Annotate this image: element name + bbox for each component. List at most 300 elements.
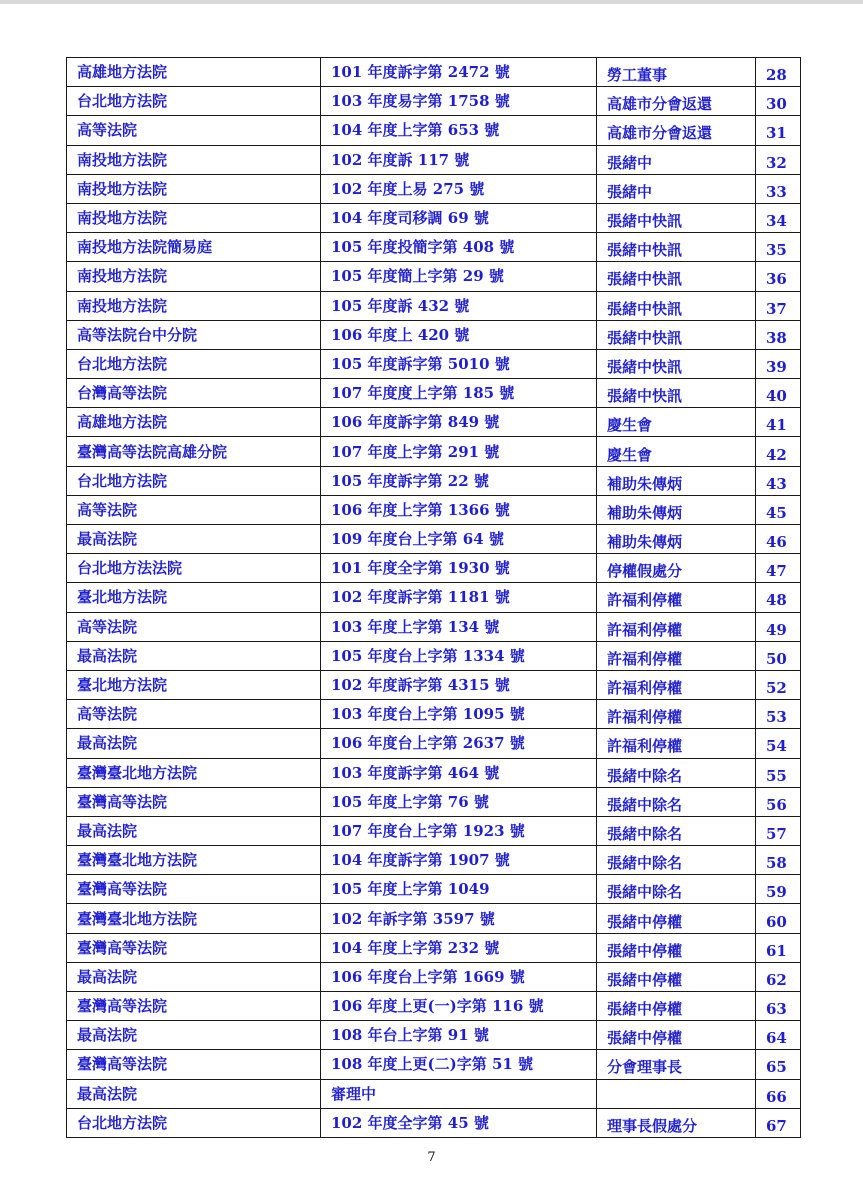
court-name-cell — [67, 87, 321, 116]
case-number-cell — [321, 466, 597, 495]
page-ref-cell — [756, 962, 801, 991]
subject-cell — [597, 1108, 756, 1137]
court-name-cell — [67, 583, 321, 612]
page-ref-cell-text: 47 — [766, 562, 787, 581]
case-number-cell-text: 103 年度上字第 134 號 — [331, 617, 500, 636]
table-row — [67, 145, 801, 174]
table-row — [67, 787, 801, 816]
subject-cell — [597, 787, 756, 816]
page-ref-cell — [756, 349, 801, 378]
subject-cell-text: 補助朱傳炳 — [607, 474, 683, 493]
case-number-cell — [321, 904, 597, 933]
page-ref-cell — [756, 291, 801, 320]
table-row — [67, 116, 801, 145]
court-name-cell-text: 台北地方法院 — [77, 1113, 168, 1132]
court-name-cell-text: 臺灣高等法院 — [77, 880, 168, 899]
case-number-cell — [321, 525, 597, 554]
subject-cell — [597, 320, 756, 349]
page-ref-cell-text: 67 — [766, 1116, 787, 1135]
subject-cell-text: 張緒中停權 — [607, 912, 683, 931]
case-number-cell — [321, 174, 597, 203]
court-name-cell — [67, 1079, 321, 1108]
case-number-cell-text: 102 年度訴字第 1181 號 — [331, 588, 510, 607]
court-name-cell — [67, 437, 321, 466]
court-name-cell — [67, 729, 321, 758]
court-name-cell — [67, 408, 321, 437]
case-number-cell-text: 109 年度台上字第 64 號 — [331, 530, 504, 549]
page-ref-cell — [756, 203, 801, 232]
court-name-cell — [67, 349, 321, 378]
court-name-cell — [67, 116, 321, 145]
court-name-cell-text: 南投地方法院簡易庭 — [77, 238, 213, 257]
case-number-cell — [321, 203, 597, 232]
court-name-cell-text: 最高法院 — [77, 821, 138, 840]
court-name-cell — [67, 379, 321, 408]
court-name-cell — [67, 670, 321, 699]
case-number-cell-text: 106 年度訴字第 849 號 — [331, 413, 500, 432]
case-number-cell — [321, 58, 597, 87]
case-number-cell-text: 106 年度上更(一)字第 116 號 — [331, 997, 544, 1016]
subject-cell-text: 理事長假處分 — [607, 1116, 698, 1135]
court-name-cell — [67, 816, 321, 845]
page-ref-cell — [756, 641, 801, 670]
subject-cell-text: 張緒中停權 — [607, 941, 683, 960]
page-ref-cell — [756, 670, 801, 699]
case-number-cell — [321, 437, 597, 466]
subject-cell-text: 許福利停權 — [607, 620, 683, 639]
table-row — [67, 962, 801, 991]
table-row — [67, 670, 801, 699]
table-row — [67, 525, 801, 554]
page-ref-cell-text: 28 — [766, 66, 787, 85]
page-ref-cell-text: 50 — [766, 649, 787, 668]
table-row — [67, 203, 801, 232]
court-name-cell-text: 臺灣臺北地方法院 — [77, 763, 198, 782]
subject-cell-text: 分會理事長 — [607, 1058, 683, 1077]
court-name-cell-text: 南投地方法院 — [77, 209, 168, 228]
page-ref-cell — [756, 554, 801, 583]
subject-cell-text: 張緒中快訊 — [607, 357, 683, 376]
subject-cell-text: 張緒中停權 — [607, 1000, 683, 1019]
table-row — [67, 58, 801, 87]
subject-cell — [597, 262, 756, 291]
subject-cell-text: 勞工董事 — [607, 66, 668, 85]
subject-cell-text: 高雄市分會返還 — [607, 95, 713, 114]
case-number-cell-text: 審理中 — [331, 1084, 377, 1103]
subject-cell-text: 張緒中除名 — [607, 824, 683, 843]
page-ref-cell-text: 59 — [766, 883, 787, 902]
case-number-cell — [321, 816, 597, 845]
table-row — [67, 846, 801, 875]
case-number-cell-text: 105 年度上字第 76 號 — [331, 792, 489, 811]
table-row — [67, 758, 801, 787]
case-number-cell — [321, 262, 597, 291]
court-name-cell-text: 臺灣高等法院 — [77, 792, 168, 811]
page-ref-cell-text: 55 — [766, 766, 787, 785]
table-row — [67, 349, 801, 378]
case-number-cell — [321, 408, 597, 437]
subject-cell-text: 許福利停權 — [607, 737, 683, 756]
page-ref-cell-text: 64 — [766, 1029, 787, 1048]
table-row — [67, 495, 801, 524]
court-name-cell-text: 高等法院 — [77, 500, 138, 519]
case-number-cell-text: 105 年度訴 432 號 — [331, 296, 470, 315]
court-name-cell — [67, 787, 321, 816]
page-ref-cell — [756, 816, 801, 845]
page-ref-cell — [756, 320, 801, 349]
page-ref-cell-text: 56 — [766, 795, 787, 814]
court-name-cell-text: 南投地方法院 — [77, 296, 168, 315]
page-ref-cell — [756, 87, 801, 116]
subject-cell-text: 補助朱傳炳 — [607, 533, 683, 552]
subject-cell — [597, 349, 756, 378]
subject-cell — [597, 437, 756, 466]
case-number-cell-text: 107 年度度上字第 185 號 — [331, 384, 515, 403]
page-ref-cell-text: 52 — [766, 679, 787, 698]
page-ref-cell-text: 37 — [766, 299, 787, 318]
case-number-cell — [321, 379, 597, 408]
case-number-cell-text: 108 年度上更(二)字第 51 號 — [331, 1055, 534, 1074]
page-ref-cell-text: 30 — [766, 95, 787, 114]
subject-cell-text: 張緒中 — [607, 182, 653, 201]
table-row — [67, 554, 801, 583]
subject-cell-text: 張緒中除名 — [607, 854, 683, 873]
table-row — [67, 729, 801, 758]
table-row — [67, 583, 801, 612]
page-ref-cell — [756, 992, 801, 1021]
page-ref-cell-text: 38 — [766, 328, 787, 347]
case-number-cell-text: 105 年度訴字第 5010 號 — [331, 354, 510, 373]
page-number: 7 — [427, 1150, 436, 1165]
page-ref-cell — [756, 583, 801, 612]
page-ref-cell — [756, 1079, 801, 1108]
case-number-cell-text: 105 年度簡上字第 29 號 — [331, 267, 504, 286]
table-row — [67, 87, 801, 116]
page-ref-cell — [756, 1021, 801, 1050]
case-number-cell-text: 106 年度上 420 號 — [331, 325, 470, 344]
page-ref-cell — [756, 466, 801, 495]
case-number-cell — [321, 583, 597, 612]
court-name-cell — [67, 554, 321, 583]
page-ref-cell — [756, 933, 801, 962]
table-row — [67, 379, 801, 408]
case-number-cell — [321, 933, 597, 962]
table-row — [67, 466, 801, 495]
page-ref-cell-text: 48 — [766, 591, 787, 610]
subject-cell-text: 張緒中快訊 — [607, 387, 683, 406]
court-name-cell — [67, 262, 321, 291]
page-ref-cell-text: 61 — [766, 941, 787, 960]
court-name-cell-text: 最高法院 — [77, 967, 138, 986]
table-row — [67, 262, 801, 291]
page-ref-cell — [756, 1050, 801, 1079]
subject-cell — [597, 291, 756, 320]
table-row — [67, 992, 801, 1021]
table-row — [67, 291, 801, 320]
subject-cell — [597, 670, 756, 699]
page-ref-cell-text: 58 — [766, 854, 787, 873]
page-ref-cell-text: 66 — [766, 1087, 787, 1106]
page-ref-cell-text: 32 — [766, 153, 787, 172]
court-name-cell-text: 台北地方法院 — [77, 92, 168, 111]
court-name-cell — [67, 758, 321, 787]
table-row — [67, 320, 801, 349]
page-ref-cell-text: 34 — [766, 212, 787, 231]
court-name-cell-text: 臺灣臺北地方法院 — [77, 909, 198, 928]
case-number-cell — [321, 992, 597, 1021]
subject-cell-text: 張緒中 — [607, 153, 653, 172]
subject-cell — [597, 933, 756, 962]
viewer-top-edge — [0, 0, 863, 4]
case-number-cell-text: 106 年度台上字第 1669 號 — [331, 967, 525, 986]
case-number-cell-text: 102 年度上易 275 號 — [331, 179, 485, 198]
page-ref-cell — [756, 758, 801, 787]
court-name-cell-text: 最高法院 — [77, 1026, 138, 1045]
subject-cell-text: 張緒中停權 — [607, 1029, 683, 1048]
court-name-cell-text: 高等法院 — [77, 705, 138, 724]
subject-cell — [597, 87, 756, 116]
case-number-cell-text: 104 年度上字第 653 號 — [331, 121, 500, 140]
page-ref-cell-text: 35 — [766, 241, 787, 260]
subject-cell — [597, 379, 756, 408]
court-name-cell-text: 台北地方法法院 — [77, 559, 183, 578]
court-name-cell-text: 南投地方法院 — [77, 267, 168, 286]
court-name-cell — [67, 1021, 321, 1050]
court-name-cell-text: 高等法院 — [77, 121, 138, 140]
court-name-cell — [67, 933, 321, 962]
case-number-cell — [321, 875, 597, 904]
subject-cell-text: 許福利停權 — [607, 708, 683, 727]
page-ref-cell — [756, 904, 801, 933]
page-ref-cell-text: 36 — [766, 270, 787, 289]
court-name-cell — [67, 875, 321, 904]
subject-cell-text: 許福利停權 — [607, 591, 683, 610]
case-number-cell-text: 108 年台上字第 91 號 — [331, 1026, 489, 1045]
court-name-cell-text: 台灣高等法院 — [77, 384, 168, 403]
case-number-cell-text: 105 年度台上字第 1334 號 — [331, 646, 525, 665]
case-number-cell — [321, 495, 597, 524]
table-row — [67, 1108, 801, 1137]
court-name-cell-text: 臺北地方法院 — [77, 676, 168, 695]
case-number-cell — [321, 787, 597, 816]
page-ref-cell-text: 53 — [766, 708, 787, 727]
subject-cell — [597, 145, 756, 174]
page-ref-cell-text: 54 — [766, 737, 787, 756]
court-name-cell-text: 高雄地方法院 — [77, 413, 168, 432]
court-name-cell — [67, 320, 321, 349]
court-name-cell — [67, 203, 321, 232]
table-row — [67, 408, 801, 437]
case-number-cell — [321, 554, 597, 583]
subject-cell — [597, 641, 756, 670]
page-ref-cell — [756, 875, 801, 904]
court-name-cell-text: 臺灣高等法院 — [77, 938, 168, 957]
subject-cell-text: 張緒中除名 — [607, 883, 683, 902]
case-number-cell — [321, 612, 597, 641]
court-name-cell — [67, 612, 321, 641]
case-number-cell-text: 104 年度訴字第 1907 號 — [331, 851, 510, 870]
court-name-cell-text: 台北地方法院 — [77, 354, 168, 373]
case-number-cell-text: 102 年度訴 117 號 — [331, 150, 470, 169]
case-number-cell — [321, 846, 597, 875]
court-name-cell — [67, 495, 321, 524]
subject-cell-text: 張緒中除名 — [607, 795, 683, 814]
page-ref-cell-text: 49 — [766, 620, 787, 639]
case-number-cell — [321, 758, 597, 787]
court-name-cell — [67, 700, 321, 729]
case-number-cell-text: 104 年度上字第 232 號 — [331, 938, 500, 957]
case-table-body — [67, 58, 801, 1138]
subject-cell — [597, 233, 756, 262]
subject-cell — [597, 992, 756, 1021]
subject-cell-text: 張緒中停權 — [607, 970, 683, 989]
subject-cell-text: 張緒中快訊 — [607, 241, 683, 260]
subject-cell — [597, 495, 756, 524]
subject-cell — [597, 116, 756, 145]
court-name-cell — [67, 962, 321, 991]
case-number-cell — [321, 1050, 597, 1079]
case-number-cell-text: 104 年度司移調 69 號 — [331, 209, 489, 228]
page-ref-cell — [756, 612, 801, 641]
page-ref-cell-text: 62 — [766, 970, 787, 989]
page-ref-cell-text: 57 — [766, 824, 787, 843]
case-number-cell — [321, 700, 597, 729]
page-ref-cell-text: 31 — [766, 124, 787, 143]
table-row — [67, 233, 801, 262]
court-name-cell — [67, 291, 321, 320]
page-ref-cell — [756, 700, 801, 729]
table-row — [67, 174, 801, 203]
page-ref-cell — [756, 262, 801, 291]
subject-cell — [597, 846, 756, 875]
subject-cell — [597, 1050, 756, 1079]
page-ref-cell — [756, 116, 801, 145]
court-name-cell-text: 高等法院 — [77, 617, 138, 636]
court-name-cell-text: 臺灣高等法院 — [77, 1055, 168, 1074]
table-row — [67, 700, 801, 729]
case-number-cell — [321, 641, 597, 670]
subject-cell — [597, 1021, 756, 1050]
case-number-cell-text: 107 年度台上字第 1923 號 — [331, 821, 525, 840]
subject-cell-text: 張緒中快訊 — [607, 270, 683, 289]
case-number-cell-text: 103 年度易字第 1758 號 — [331, 92, 510, 111]
subject-cell-text: 停權假處分 — [607, 562, 683, 581]
table-row — [67, 437, 801, 466]
table-row — [67, 816, 801, 845]
subject-cell-text: 張緒中快訊 — [607, 212, 683, 231]
subject-cell — [597, 758, 756, 787]
subject-cell — [597, 466, 756, 495]
court-name-cell-text: 高等法院台中分院 — [77, 325, 198, 344]
case-number-cell-text: 107 年度上字第 291 號 — [331, 442, 500, 461]
court-name-cell — [67, 58, 321, 87]
subject-cell — [597, 904, 756, 933]
page-ref-cell — [756, 729, 801, 758]
court-name-cell-text: 臺灣臺北地方法院 — [77, 851, 198, 870]
case-number-cell — [321, 962, 597, 991]
subject-cell — [597, 203, 756, 232]
court-name-cell — [67, 233, 321, 262]
court-name-cell-text: 高雄地方法院 — [77, 63, 168, 82]
case-number-cell-text: 105 年度訴字第 22 號 — [331, 471, 489, 490]
subject-cell-text: 張緒中快訊 — [607, 299, 683, 318]
table-row — [67, 875, 801, 904]
case-number-cell-text: 103 年度訴字第 464 號 — [331, 763, 500, 782]
court-name-cell-text: 臺灣高等法院 — [77, 997, 168, 1016]
page-ref-cell — [756, 145, 801, 174]
case-number-cell — [321, 349, 597, 378]
court-name-cell-text: 臺灣高等法院高雄分院 — [77, 442, 228, 461]
subject-cell-text: 張緒中快訊 — [607, 328, 683, 347]
court-name-cell-text: 臺北地方法院 — [77, 588, 168, 607]
page-ref-cell-text: 33 — [766, 182, 787, 201]
case-number-cell — [321, 1079, 597, 1108]
case-number-cell-text: 101 年度全字第 1930 號 — [331, 559, 510, 578]
subject-cell — [597, 554, 756, 583]
subject-cell — [597, 408, 756, 437]
table-row — [67, 1050, 801, 1079]
subject-cell — [597, 1079, 756, 1108]
subject-cell-text: 高雄市分會返還 — [607, 124, 713, 143]
page-ref-cell — [756, 787, 801, 816]
page-ref-cell — [756, 846, 801, 875]
court-name-cell-text: 最高法院 — [77, 530, 138, 549]
subject-cell — [597, 583, 756, 612]
page-ref-cell-text: 63 — [766, 1000, 787, 1019]
table-row — [67, 904, 801, 933]
page-ref-cell-text: 41 — [766, 416, 787, 435]
subject-cell — [597, 174, 756, 203]
page-ref-cell — [756, 408, 801, 437]
court-name-cell — [67, 641, 321, 670]
case-number-cell — [321, 1108, 597, 1137]
page-ref-cell — [756, 1108, 801, 1137]
court-name-cell-text: 南投地方法院 — [77, 179, 168, 198]
case-number-cell — [321, 145, 597, 174]
page-ref-cell — [756, 58, 801, 87]
case-number-cell — [321, 87, 597, 116]
subject-cell-text: 補助朱傳炳 — [607, 503, 683, 522]
court-name-cell — [67, 1050, 321, 1079]
table-row — [67, 612, 801, 641]
case-number-cell-text: 106 年度台上字第 2637 號 — [331, 734, 525, 753]
subject-cell — [597, 525, 756, 554]
page-ref-cell — [756, 495, 801, 524]
page-ref-cell-text: 65 — [766, 1058, 787, 1077]
case-number-cell-text: 106 年度上字第 1366 號 — [331, 500, 510, 519]
case-number-cell-text: 102 年度訴字第 4315 號 — [331, 676, 510, 695]
subject-cell — [597, 612, 756, 641]
court-name-cell — [67, 1108, 321, 1137]
page-ref-cell-text: 39 — [766, 357, 787, 376]
subject-cell — [597, 816, 756, 845]
table-row — [67, 1021, 801, 1050]
page-ref-cell-text: 42 — [766, 445, 787, 464]
case-number-cell-text: 102 年訴字第 3597 號 — [331, 909, 495, 928]
case-number-cell — [321, 670, 597, 699]
subject-cell-text: 許福利停權 — [607, 649, 683, 668]
subject-cell — [597, 58, 756, 87]
court-name-cell-text: 最高法院 — [77, 1084, 138, 1103]
page-ref-cell — [756, 233, 801, 262]
case-number-cell — [321, 1021, 597, 1050]
table-row — [67, 641, 801, 670]
subject-cell-text: 慶生會 — [607, 416, 653, 435]
page-ref-cell — [756, 174, 801, 203]
subject-cell — [597, 962, 756, 991]
subject-cell — [597, 700, 756, 729]
court-name-cell — [67, 992, 321, 1021]
